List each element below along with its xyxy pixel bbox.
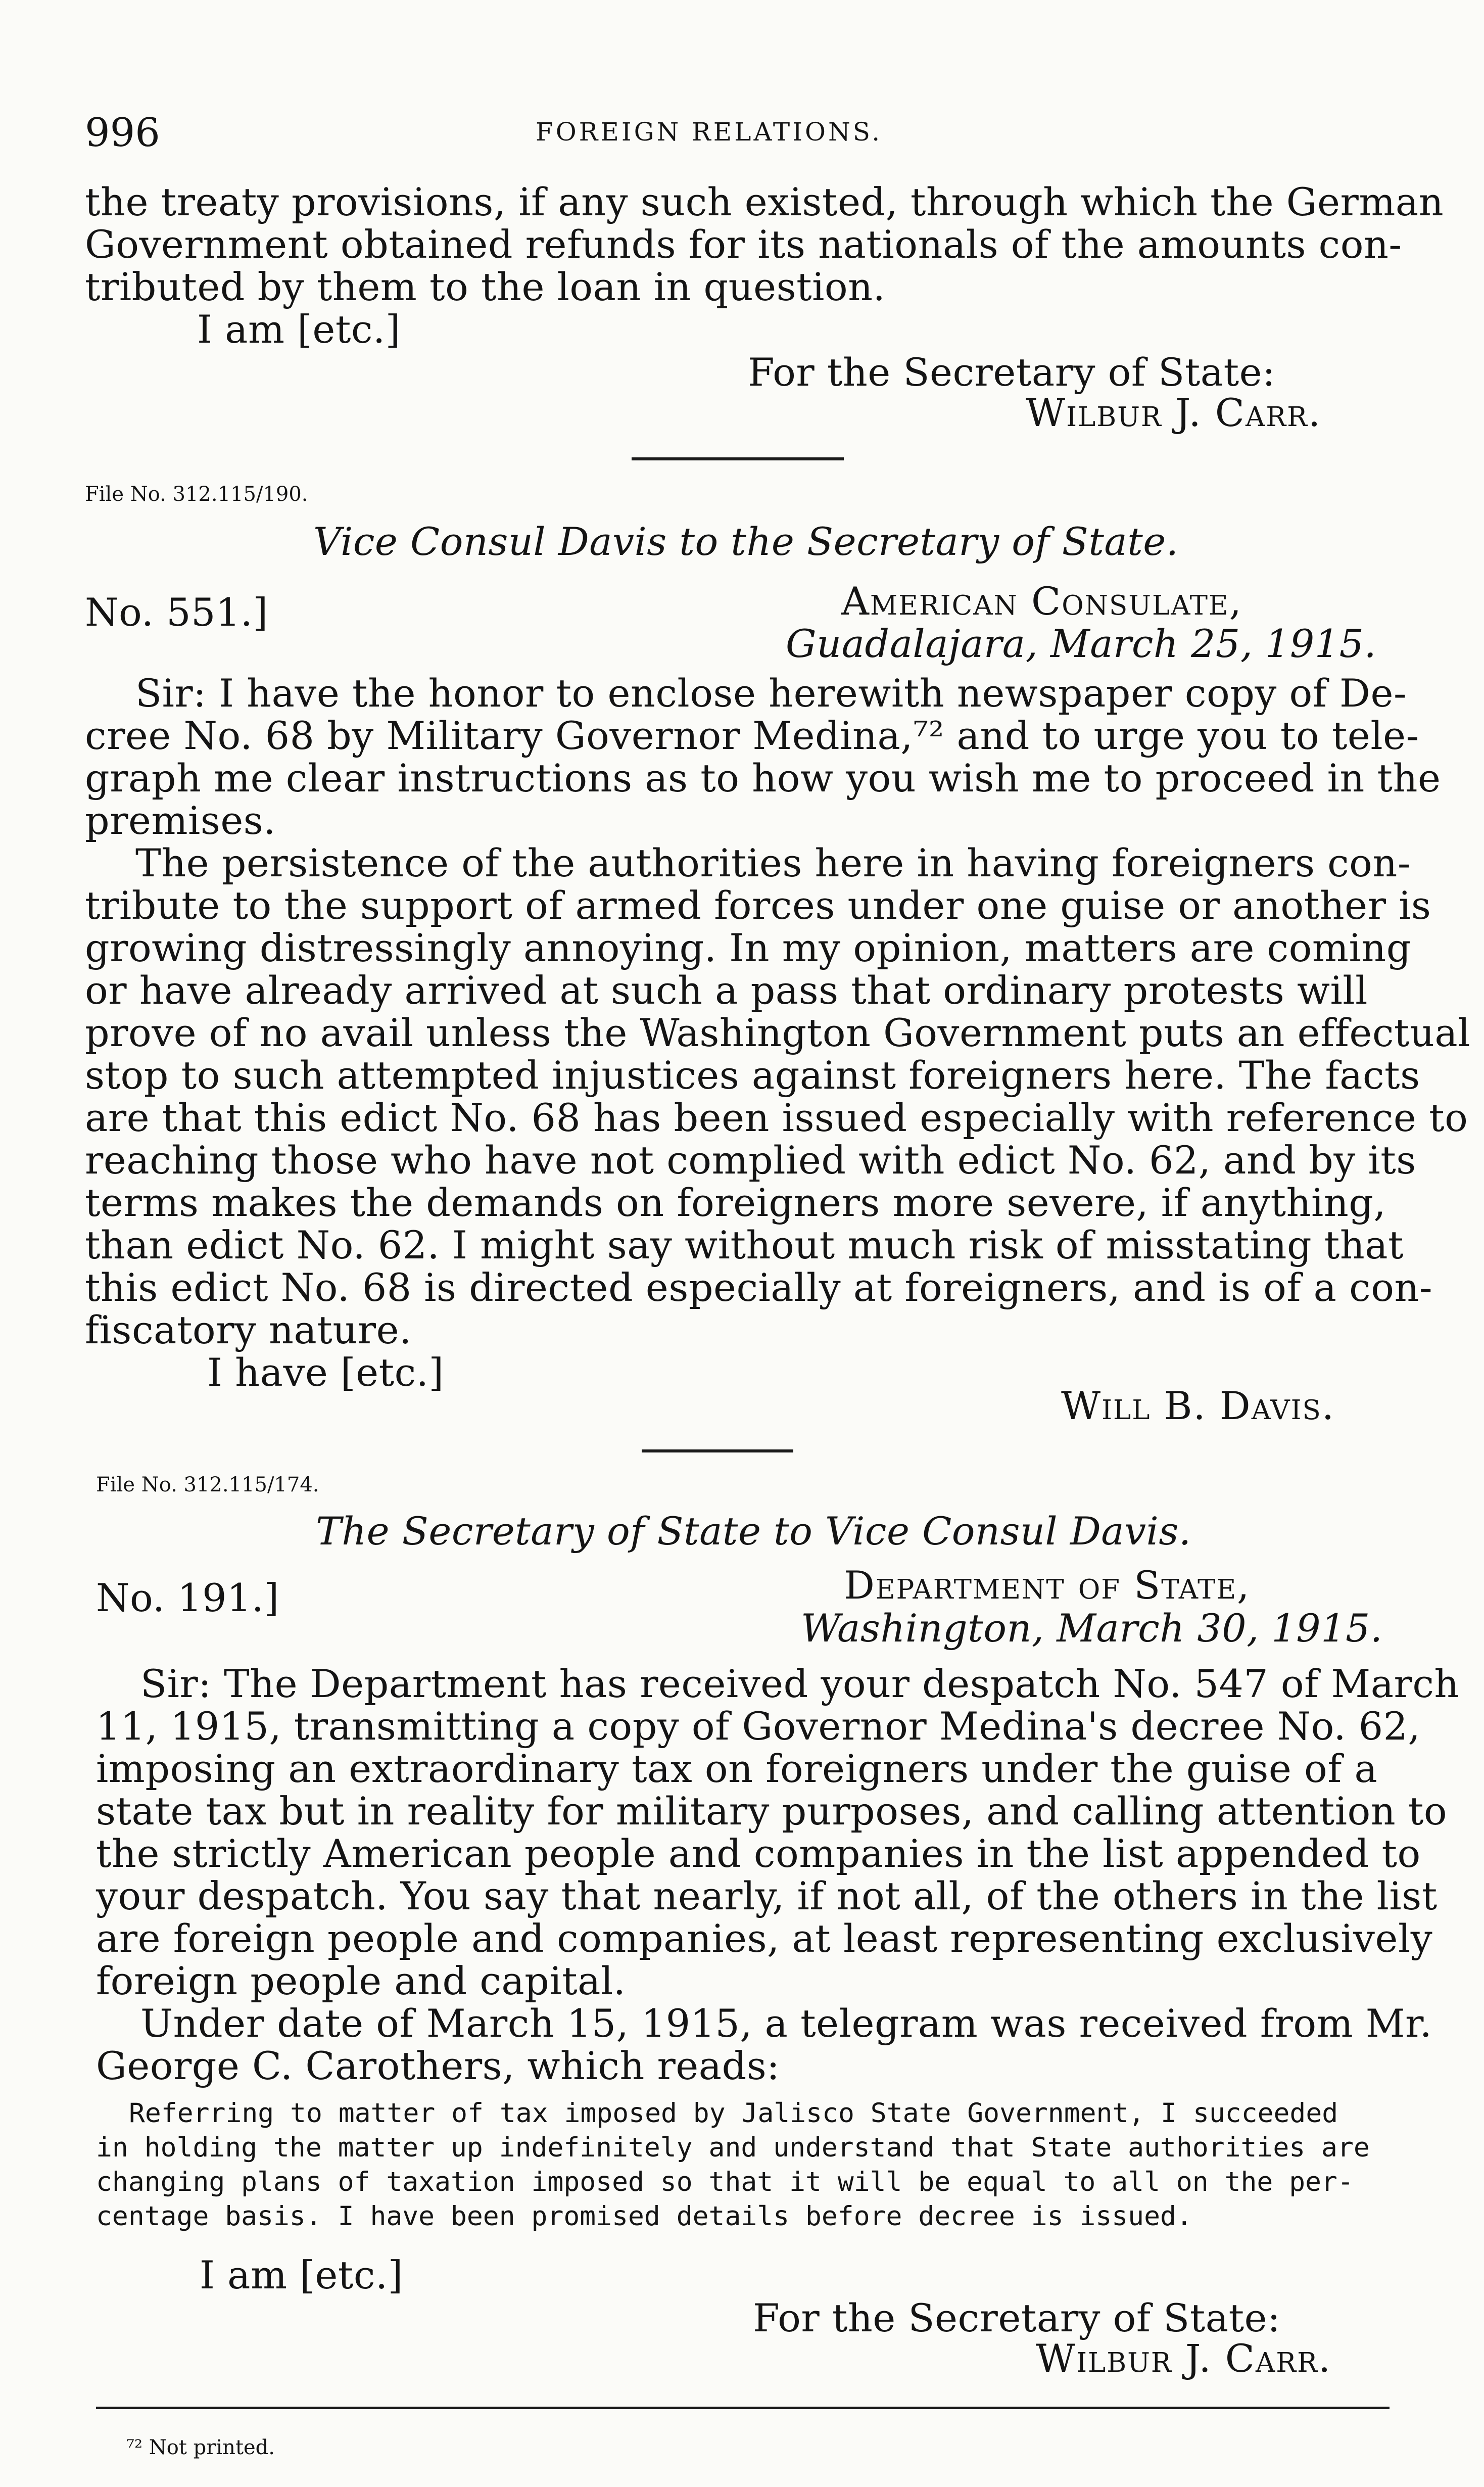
closing-line: I am [etc.] [200,2253,403,2297]
paragraph-line: stop to such attempted injustices against foreigners here. The facts [85,1053,1420,1098]
document-heading: Vice Consul Davis to the Secretary of State. [313,519,1179,564]
paragraph-line: premises. [85,798,276,843]
footnote-divider [96,2407,1390,2409]
page-number: 996 [85,110,160,156]
place-date-line: Guadalajara, March 25, 1915. [786,621,1377,666]
telegram-quote-line: changing plans of taxation imposed so that it will be equal to all on the per- [96,2167,1354,2197]
file-number: File No. 312.115/174. [96,1473,319,1496]
paragraph-line: Sir: I have the honor to enclose herewith newspaper copy of De- [135,671,1407,716]
paragraph-line: cree No. 68 by Military Governor Medina,⁷² and to urge you to tele- [85,713,1419,758]
paragraph-line: fiscatory nature. [85,1307,412,1352]
paragraph-line: George C. Carothers, which reads: [96,2043,780,2088]
place-date-line: Washington, March 30, 1915. [801,1606,1383,1651]
paragraph-line: than edict No. 62. I might say without much risk of misstating that [85,1223,1404,1268]
document-heading: The Secretary of State to Vice Consul Davis. [316,1509,1191,1554]
section-divider [642,1449,793,1452]
continuation-line: the treaty provisions, if any such existed, through which the German [85,179,1444,224]
telegram-quote-line: centage basis. I have been promised details before decree is issued. [96,2201,1192,2232]
paragraph-line: or have already arrived at such a pass that ordinary protests will [85,968,1368,1013]
section-divider [632,457,844,460]
signoff-signer: Wilbur J. Carr. [1026,390,1322,435]
paragraph-line: foreign people and capital. [96,1958,626,2003]
file-number: File No. 312.115/190. [85,483,308,506]
paragraph-line: state tax but in reality for military purposes, and calling attention to [96,1789,1448,1834]
paragraph-line: this edict No. 68 is directed especially at foreigners, and is of a con- [85,1265,1433,1310]
telegram-quote-line: Referring to matter of tax imposed by Jalisco State Government, I succeeded [129,2098,1338,2129]
office-line: Department of State, [844,1563,1251,1608]
signoff-signer: Wilbur J. Carr. [1036,2336,1332,2381]
signer-name: Will B. Davis. [1061,1383,1335,1428]
paragraph-line: graph me clear instructions as to how you wish me to proceed in the [85,756,1441,801]
continuation-line: tributed by them to the loan in question. [85,264,886,309]
office-line: American Consulate, [841,579,1242,624]
running-title: FOREIGN RELATIONS. [536,117,883,147]
paragraph-line: terms makes the demands on foreigners more severe, if anything, [85,1180,1386,1225]
continuation-line: Government obtained refunds for its nationals of the amounts con- [85,222,1402,267]
signoff-for-line: For the Secretary of State: [748,350,1276,395]
paragraph-line: Under date of March 15, 1915, a telegram was received from Mr. [140,2001,1432,2046]
paragraph-line: growing distressingly annoying. In my opinion, matters are coming [85,925,1411,970]
despatch-number: No. 551.] [85,590,268,635]
closing-line: I am [etc.] [197,307,401,352]
footnote: ⁷² Not printed. [126,2436,275,2459]
telegram-quote-line: in holding the matter up indefinitely and understand that State authorities are [96,2132,1370,2163]
paragraph-line: prove of no avail unless the Washington Government puts an effectual [85,1010,1471,1055]
paragraph-line: 11, 1915, transmitting a copy of Governor Medina's decree No. 62, [96,1704,1421,1749]
paragraph-line: The persistence of the authorities here in having foreigners con- [135,840,1411,885]
paragraph-line: reaching those who have not complied with edict No. 62, and by its [85,1138,1416,1183]
paragraph-line: Sir: The Department has received your despatch No. 547 of March [140,1661,1459,1706]
closing-line: I have [etc.] [207,1350,444,1395]
paragraph-line: tribute to the support of armed forces under one guise or another is [85,883,1431,928]
despatch-number: No. 191.] [96,1575,279,1620]
paragraph-line: are that this edict No. 68 has been issued especially with reference to [85,1095,1468,1140]
paragraph-line: your despatch. You say that nearly, if not all, of the others in the list [96,1873,1438,1918]
paragraph-line: imposing an extraordinary tax on foreigners under the guise of a [96,1746,1378,1791]
signoff-for-line: For the Secretary of State: [753,2295,1281,2340]
paragraph-line: are foreign people and companies, at least representing exclusively [96,1916,1433,1961]
paragraph-line: the strictly American people and companies in the list appended to [96,1831,1421,1876]
